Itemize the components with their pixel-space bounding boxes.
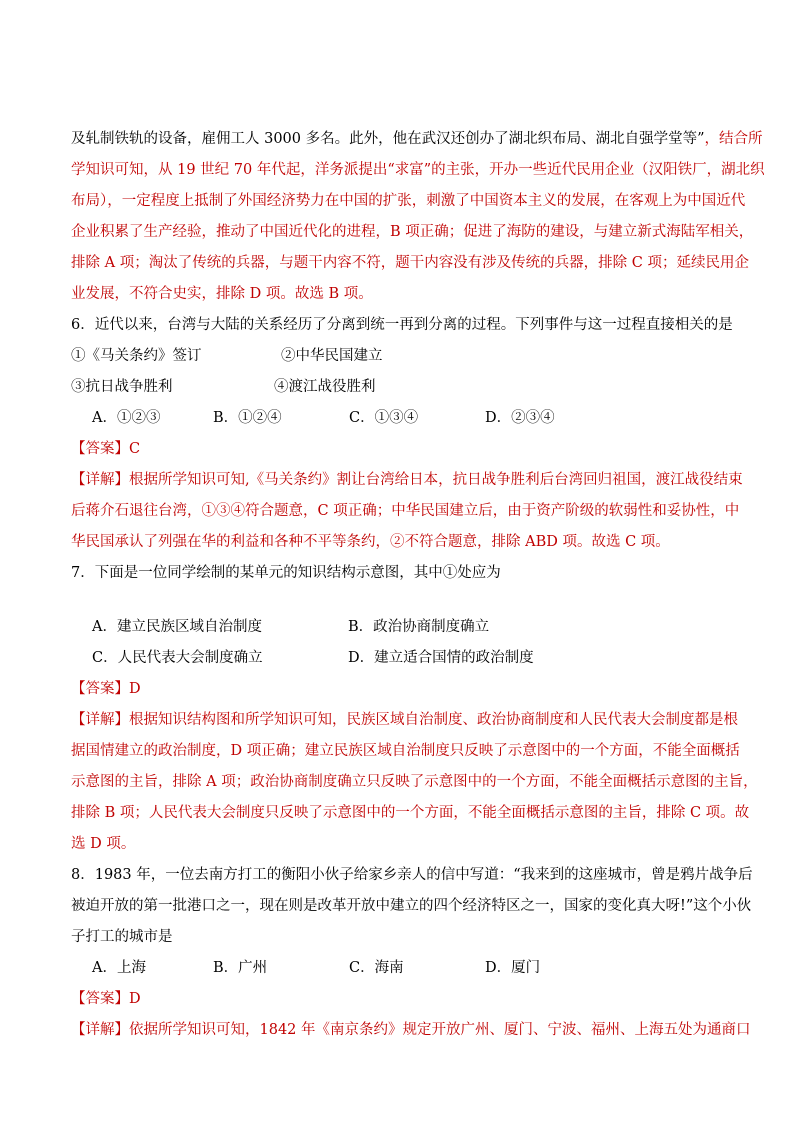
- q6-explain-line-2: 后蒋介石退往台湾，①③④符合题意，C 项正确；中华民国建立后，由于资产阶级的软弱性和妥协性，中: [71, 503, 740, 519]
- q6-option-a[interactable]: A．①②③: [92, 410, 161, 426]
- q6-answer-value: C: [129, 441, 141, 457]
- q5-explain-line-6: 业发展，不符合史实，排除 D 项。故选 B 项。: [71, 286, 373, 302]
- q5-explain-line-5: 排除 A 项；淘汰了传统的兵器，与题干内容不符，题干内容没有涉及传统的兵器，排除 C 项；延续民用企: [71, 255, 749, 271]
- q6-answer-tag: 【答案】: [71, 441, 129, 457]
- q6-item-2: ②中华民国建立: [281, 348, 383, 364]
- q8-explain-tag: 【详解】: [71, 1022, 129, 1038]
- q7-answer: [71, 679, 731, 699]
- q6-item-4: ④渡江战役胜利: [274, 379, 376, 395]
- q8-answer-tag: 【答案】: [71, 991, 129, 1007]
- q5-explain-line-4: 企业积累了生产经验，推动了中国近代化的进程，B 项正确；促进了海防的建设，与建立新式海陆军相关，: [71, 224, 754, 240]
- q7-stem: 7．下面是一位同学绘制的某单元的知识结构示意图，其中①处应为: [71, 565, 501, 581]
- q5-explain-line-1-red: ，结合所: [704, 131, 763, 147]
- q5-explain-line-2: 学知识可知，从 19 世纪 70 年代起，洋务派提出“求富”的主张，开办一些近代民用企业（汉阳铁厂，湖北织: [71, 162, 765, 178]
- q7-option-a[interactable]: A．建立民族区域自治制度: [92, 619, 262, 635]
- q7-explain-line-3: 示意图的主旨，排除 A 项；政治协商制度确立只反映了示意图中的一个方面，不能全面概括示意图的主旨，: [71, 774, 758, 790]
- q6-item-1: ①《马关条约》签订: [71, 348, 202, 364]
- q6-option-b[interactable]: B．①②④: [213, 410, 282, 426]
- q7-option-b[interactable]: B．政治协商制度确立: [348, 619, 490, 635]
- q6-option-c[interactable]: C．①③④: [349, 410, 419, 426]
- q6-item-3: ③抗日战争胜利: [71, 379, 173, 395]
- q8-answer: [71, 989, 731, 1009]
- q7-explain-line-5: 选 D 项。: [71, 836, 136, 852]
- q7-answer-value: D: [129, 681, 141, 697]
- q8-answer-value: D: [129, 991, 141, 1007]
- q8-option-b[interactable]: B．广州: [213, 960, 268, 976]
- q8-stem-line-2: 被迫开放的第一批港口之一，现在则是改革开放中建立的四个经济特区之一，国家的变化真大呀!”这个小伙: [71, 898, 752, 914]
- q7-explain-text-1: 根据知识结构图和所学知识可知，民族区域自治制度、政治协商制度和人民代表大会制度都是根: [129, 712, 738, 728]
- q5-explain-line-1: [71, 129, 763, 149]
- q6-explain-line-1: [71, 470, 743, 490]
- q7-explain-line-2: 据国情建立的政治制度，D 项正确；建立民族区域自治制度只反映了示意图中的一个方面，不能全面概括: [71, 743, 740, 759]
- q8-option-a[interactable]: A．上海: [92, 960, 146, 976]
- q6-explain-tag: 【详解】: [71, 472, 129, 488]
- q7-explain-tag: 【详解】: [71, 712, 129, 728]
- q7-answer-tag: 【答案】: [71, 681, 129, 697]
- q8-stem-line-1: 8．1983 年，一位去南方打工的衡阳小伙子给家乡亲人的信中写道：“我来到的这座城市，曾是鸦片战争后: [71, 867, 753, 883]
- q7-explain-line-4: 排除 B 项；人民代表大会制度只反映了示意图中的一个方面，不能全面概括示意图的主旨，排除 C 项。故: [71, 805, 750, 821]
- q6-explain-line-3: 华民国承认了列强在华的利益和各种不平等条约，②不符合题意，排除 ABD 项。故选 C 项。: [71, 534, 670, 550]
- q8-explain-text-1: 依据所学知识可知，1842 年《南京条约》规定开放广州、厦门、宁波、福州、上海五处为通商口: [129, 1022, 751, 1038]
- q6-stem: 6．近代以来，台湾与大陆的关系经历了分离到统一再到分离的过程。下列事件与这一过程直接相关的是: [71, 317, 733, 333]
- q6-option-d[interactable]: D．②③④: [485, 410, 555, 426]
- q6-answer: [71, 439, 731, 459]
- q8-stem-line-3: 子打工的城市是: [71, 929, 173, 945]
- q7-option-c[interactable]: C．人民代表大会制度确立: [92, 650, 263, 666]
- q5-explain-line-3: 布局），一定程度上抵制了外国经济势力在中国的扩张，刺激了中国资本主义的发展，在客观上为中国近代: [71, 193, 746, 209]
- q7-explain-line-1: [71, 710, 738, 730]
- q5-explain-line-1-black: 及轧制铁轨的设备，雇佣工人 3000 多名。此外，他在武汉还创办了湖北织布局、湖北自强学堂等”: [71, 131, 705, 147]
- q8-option-d[interactable]: D．厦门: [485, 960, 541, 976]
- q8-explain-line-1: [71, 1020, 751, 1040]
- q6-explain-text-1: 根据所学知识可知,《马关条约》割让台湾给日本，抗日战争胜利后台湾回归祖国，渡江战役结束: [129, 472, 743, 488]
- q8-option-c[interactable]: C．海南: [349, 960, 404, 976]
- q7-option-d[interactable]: D．建立适合国情的政治制度: [348, 650, 534, 666]
